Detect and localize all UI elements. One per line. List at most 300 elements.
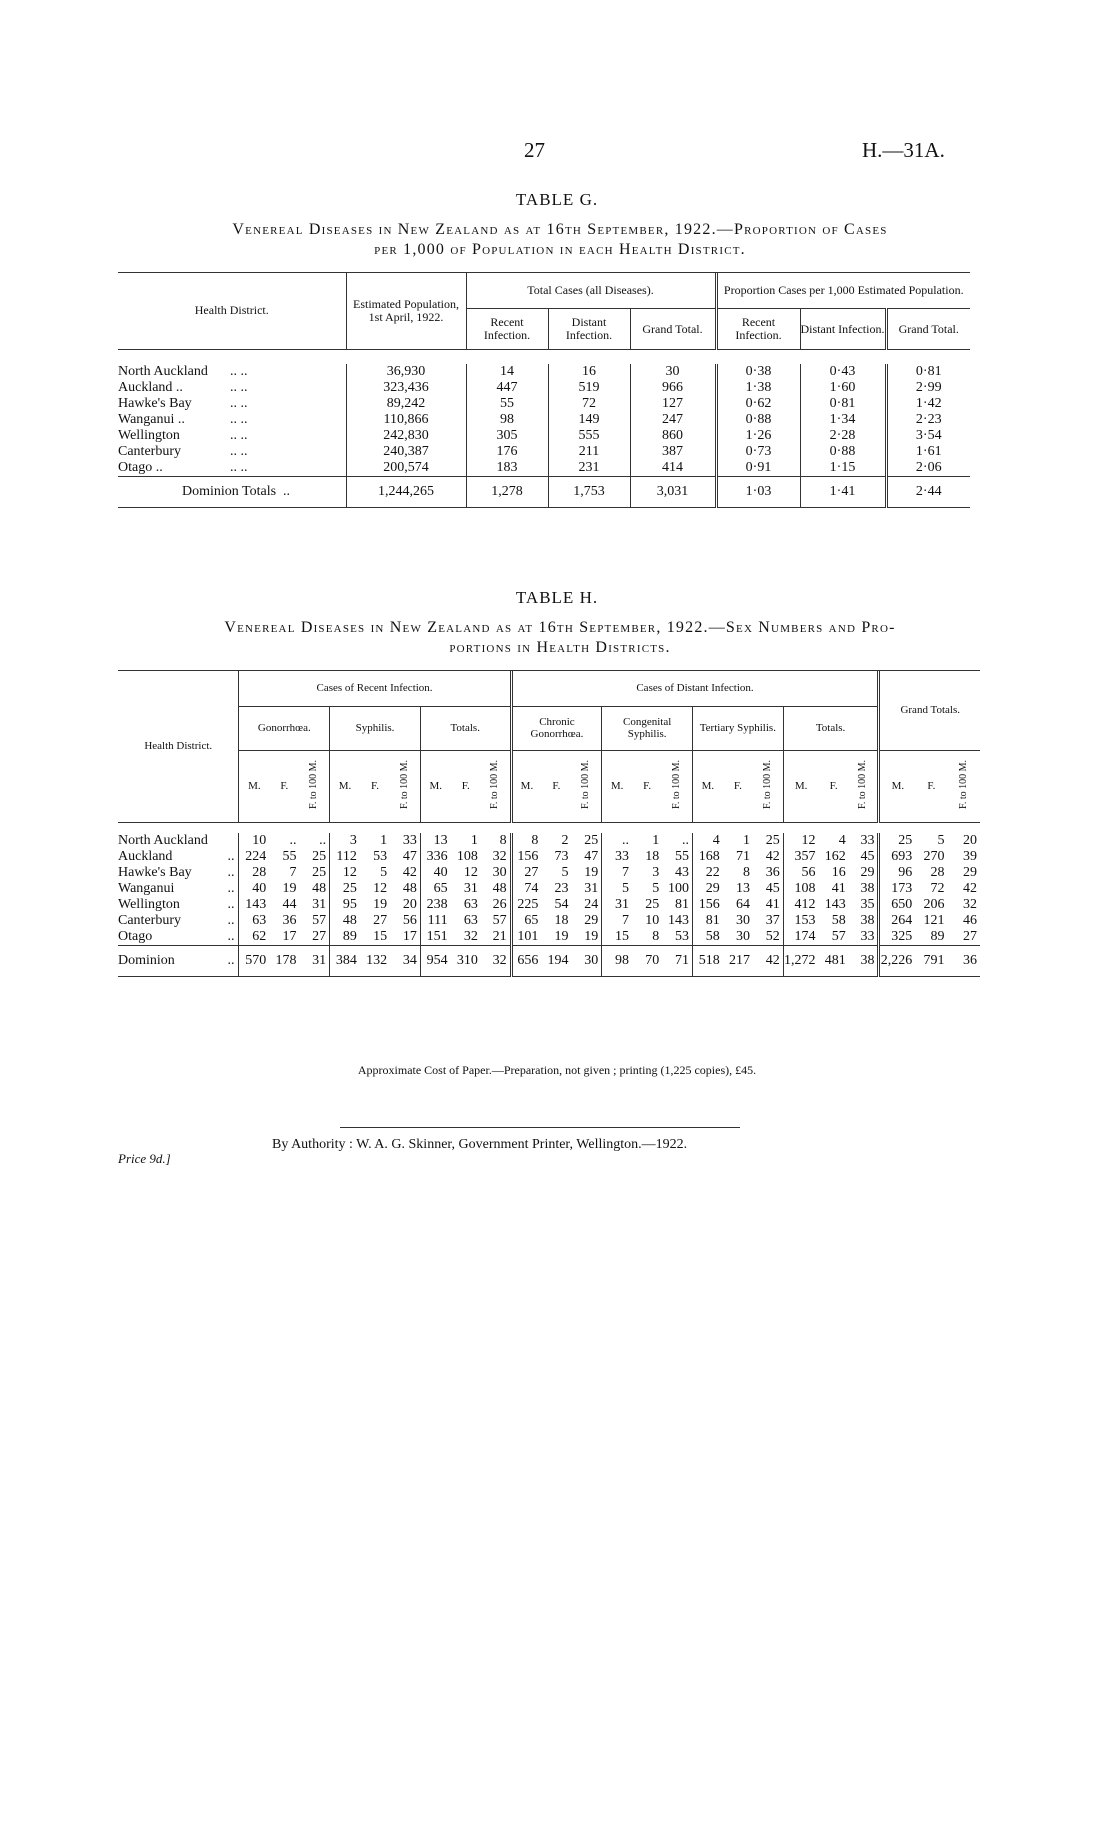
- data-cell: 44: [282, 896, 297, 912]
- data-cell: 42: [765, 848, 780, 864]
- data-cell: ..: [681, 832, 689, 848]
- table-h-row: [118, 881, 980, 897]
- data-cell: 153: [783, 913, 818, 929]
- ratio-header: F. to 100 M.: [671, 760, 683, 809]
- data-cell: 8: [742, 864, 750, 880]
- data-cell: 28: [239, 865, 269, 881]
- data-cell: 62: [239, 929, 269, 946]
- data-cell: 33: [860, 928, 875, 944]
- data-cell: 72: [930, 880, 945, 896]
- table-h-caption: TABLE H.: [515, 588, 599, 607]
- totals-label: Dominion Totals: [182, 484, 277, 499]
- data-cell: 20: [402, 896, 417, 912]
- cell-total: 966: [630, 380, 716, 396]
- data-cell: 38: [860, 952, 875, 968]
- cell-p-distant: 1·60: [800, 380, 886, 396]
- sub-gonorrhoea: Gonorrhœa.: [239, 706, 330, 750]
- cell-p-total: 2·06: [886, 460, 970, 477]
- data-cell: 217: [728, 952, 750, 968]
- district-name: North Auckland: [118, 832, 208, 848]
- data-cell: 57: [492, 912, 507, 928]
- sub-distant-totals: Totals.: [783, 706, 879, 750]
- cell-total: 247: [630, 412, 716, 428]
- cell-p-total: 2·23: [886, 412, 970, 428]
- data-cell: 35: [860, 896, 875, 912]
- data-cell: 31: [312, 952, 327, 968]
- authority-line: By Authority : W. A. G. Skinner, Government Printer, Wellington.—1922.: [272, 1137, 688, 1152]
- total-pop: 1,244,265: [346, 477, 466, 508]
- data-cell: 57: [312, 912, 327, 928]
- data-cell: 30: [492, 864, 507, 880]
- data-cell: 53: [674, 928, 689, 944]
- data-cell: 12: [463, 864, 478, 880]
- data-cell: 4: [692, 833, 722, 849]
- cell-p-total: 1·61: [886, 444, 970, 460]
- data-cell: 178: [275, 952, 297, 968]
- cell-p-recent: 0·62: [716, 396, 800, 412]
- data-cell: 42: [765, 952, 780, 968]
- data-cell: 143: [239, 897, 269, 913]
- data-cell: 3: [330, 833, 360, 849]
- data-cell: 98: [602, 945, 632, 976]
- district-name: Otago ..: [118, 928, 235, 944]
- data-cell: 63: [463, 912, 478, 928]
- data-cell: 143: [824, 896, 846, 912]
- leader-dots: ..: [283, 484, 291, 499]
- data-cell: 25: [584, 832, 599, 848]
- table-g: [118, 272, 970, 509]
- district-name: Wanganui ..: [118, 880, 235, 896]
- data-cell: 64: [735, 896, 750, 912]
- district-name: Dominion ..: [118, 952, 235, 968]
- data-cell: 8: [511, 833, 541, 849]
- data-cell: 63: [239, 913, 269, 929]
- data-cell: 39: [963, 848, 977, 864]
- cell-distant: 519: [548, 380, 630, 396]
- data-cell: 650: [879, 897, 915, 913]
- data-cell: 194: [547, 952, 569, 968]
- data-cell: 5: [652, 880, 660, 896]
- data-cell: 29: [860, 864, 875, 880]
- data-cell: 12: [783, 833, 818, 849]
- table-g-row: [118, 412, 970, 428]
- sub-syphilis: Syphilis.: [330, 706, 421, 750]
- cell-total: 127: [630, 396, 716, 412]
- cell-pop: 240,387: [346, 444, 466, 460]
- data-cell: 1: [380, 832, 388, 848]
- cell-p-recent: 0·73: [716, 444, 800, 460]
- ratio-header: F. to 100 M.: [761, 760, 773, 809]
- table-g-caption: TABLE G.: [515, 190, 599, 209]
- data-cell: 384: [330, 945, 360, 976]
- data-cell: 357: [783, 849, 818, 865]
- cell-p-total: 2·99: [886, 380, 970, 396]
- data-cell: 89: [930, 928, 945, 944]
- data-cell: 36: [765, 864, 780, 880]
- table-h-title-line1: Venereal Diseases in New Zealand as at 16th September, 1922.—Sex Numbers and Pro-: [224, 619, 896, 636]
- cell-p-distant: 2·28: [800, 428, 886, 444]
- table-g-row: [118, 444, 970, 460]
- data-cell: 954: [420, 945, 450, 976]
- data-cell: 96: [879, 865, 915, 881]
- data-cell: 264: [879, 913, 915, 929]
- total-recent: 1,278: [466, 477, 548, 508]
- male-header: M.: [879, 750, 915, 822]
- data-cell: 74: [511, 881, 541, 897]
- data-cell: 19: [554, 928, 569, 944]
- data-cell: 32: [492, 848, 507, 864]
- data-cell: 100: [667, 880, 689, 896]
- data-cell: 30: [584, 952, 599, 968]
- data-cell: 30: [735, 928, 750, 944]
- cell-p-total: 3·54: [886, 428, 970, 444]
- group-recent-infection: Cases of Recent Infection.: [239, 670, 511, 706]
- data-cell: 31: [584, 880, 599, 896]
- data-cell: 71: [735, 848, 750, 864]
- data-cell: 55: [674, 848, 689, 864]
- data-cell: 310: [456, 952, 478, 968]
- ratio-header: F. to 100 M.: [857, 760, 869, 809]
- total-distant: 1,753: [548, 477, 630, 508]
- data-cell: 81: [692, 913, 722, 929]
- data-cell: 225: [511, 897, 541, 913]
- data-cell: 132: [366, 952, 388, 968]
- total-p-distant: 1·41: [800, 477, 886, 508]
- cell-recent: 305: [466, 428, 548, 444]
- table-g-row: [118, 428, 970, 444]
- data-cell: 108: [456, 848, 478, 864]
- data-cell: 5: [380, 864, 388, 880]
- table-h: [118, 670, 980, 977]
- col-prop-distant: Distant Infection.: [800, 309, 886, 350]
- female-header: F.: [829, 780, 838, 792]
- data-cell: 25: [312, 864, 327, 880]
- data-cell: 27: [511, 865, 541, 881]
- data-cell: 8: [499, 832, 507, 848]
- data-cell: 31: [463, 880, 478, 896]
- cell-p-recent: 0·91: [716, 460, 800, 477]
- data-cell: 47: [584, 848, 599, 864]
- data-cell: 325: [879, 929, 915, 946]
- district-name: Hawke's Bay ..: [118, 864, 235, 880]
- data-cell: ..: [602, 833, 632, 849]
- cell-pop: 89,242: [346, 396, 466, 412]
- col-recent: Recent Infection.: [466, 309, 548, 350]
- data-cell: 3: [652, 864, 660, 880]
- data-cell: 29: [963, 864, 977, 880]
- male-header: M.: [330, 750, 360, 822]
- table-h-row: [118, 833, 980, 849]
- data-cell: ..: [319, 832, 327, 848]
- data-cell: 570: [239, 945, 269, 976]
- data-cell: 16: [831, 864, 846, 880]
- data-cell: 693: [879, 849, 915, 865]
- data-cell: 19: [584, 928, 599, 944]
- cell-distant: 149: [548, 412, 630, 428]
- data-cell: 25: [312, 848, 327, 864]
- district-name: Wellington .. ..: [118, 428, 248, 443]
- female-header: F.: [927, 780, 936, 792]
- document-reference: H.—31A.: [862, 138, 945, 162]
- data-cell: 48: [492, 880, 507, 896]
- table-g-row: [118, 380, 970, 396]
- data-cell: 518: [692, 945, 722, 976]
- data-cell: 28: [930, 864, 945, 880]
- data-cell: 791: [923, 952, 945, 968]
- district-name: Canterbury ..: [118, 912, 235, 928]
- cell-total: 414: [630, 460, 716, 477]
- data-cell: 162: [824, 848, 846, 864]
- data-cell: 34: [402, 952, 417, 968]
- data-cell: 48: [312, 880, 327, 896]
- cell-recent: 55: [466, 396, 548, 412]
- table-h-row: [118, 897, 980, 913]
- cell-p-recent: 1·38: [716, 380, 800, 396]
- data-cell: 27: [312, 928, 327, 944]
- data-cell: 41: [765, 896, 780, 912]
- data-cell: 19: [373, 896, 388, 912]
- col-grand-total: Grand Total.: [630, 309, 716, 350]
- cell-p-distant: 0·81: [800, 396, 886, 412]
- female-header: F.: [643, 780, 652, 792]
- data-cell: 24: [584, 896, 599, 912]
- data-cell: 58: [831, 912, 846, 928]
- cell-p-total: 0·81: [886, 364, 970, 380]
- data-cell: 151: [420, 929, 450, 946]
- data-cell: 20: [963, 832, 977, 848]
- female-header: F.: [733, 780, 742, 792]
- cell-p-distant: 1·34: [800, 412, 886, 428]
- data-cell: 224: [239, 849, 269, 865]
- data-cell: 36: [282, 912, 297, 928]
- ratio-header: F. to 100 M.: [489, 760, 501, 809]
- data-cell: 18: [554, 912, 569, 928]
- cell-distant: 231: [548, 460, 630, 477]
- data-cell: 1: [470, 832, 478, 848]
- cell-p-total: 1·42: [886, 396, 970, 412]
- male-header: M.: [511, 750, 541, 822]
- data-cell: 58: [692, 929, 722, 946]
- data-cell: 17: [282, 928, 297, 944]
- data-cell: 73: [554, 848, 569, 864]
- male-header: M.: [602, 750, 632, 822]
- data-cell: 32: [963, 896, 977, 912]
- female-header: F.: [280, 780, 289, 792]
- district-name: North Auckland .. ..: [118, 364, 248, 379]
- ratio-header: F. to 100 M.: [308, 760, 320, 809]
- data-cell: 27: [373, 912, 388, 928]
- data-cell: 7: [289, 864, 297, 880]
- data-cell: 40: [420, 865, 450, 881]
- district-name: Wanganui .. .. ..: [118, 412, 248, 427]
- data-cell: 31: [312, 896, 327, 912]
- female-header: F.: [552, 780, 561, 792]
- col-distant: Distant Infection.: [548, 309, 630, 350]
- data-cell: 33: [402, 832, 417, 848]
- group-total-cases: Total Cases (all Diseases).: [466, 272, 716, 309]
- cell-p-recent: 1·26: [716, 428, 800, 444]
- female-header: F.: [461, 780, 470, 792]
- cell-recent: 98: [466, 412, 548, 428]
- sub-chronic-gonorrhoea: Chronic Gonorrhœa.: [511, 706, 602, 750]
- data-cell: 5: [937, 832, 945, 848]
- data-cell: 270: [923, 848, 945, 864]
- cell-recent: 14: [466, 364, 548, 380]
- data-cell: 156: [511, 849, 541, 865]
- cell-distant: 555: [548, 428, 630, 444]
- data-cell: 70: [645, 952, 660, 968]
- col-health-district: Health District.: [194, 303, 269, 317]
- sub-tertiary-syphilis: Tertiary Syphilis.: [692, 706, 783, 750]
- table-h-row: [118, 865, 980, 881]
- data-cell: 89: [330, 929, 360, 946]
- data-cell: 7: [602, 865, 632, 881]
- ratio-header: F. to 100 M.: [580, 760, 592, 809]
- data-cell: 71: [674, 952, 689, 968]
- data-cell: 206: [923, 896, 945, 912]
- cell-p-recent: 0·38: [716, 364, 800, 380]
- total-total: 3,031: [630, 477, 716, 508]
- data-cell: 56: [402, 912, 417, 928]
- data-cell: 12: [330, 865, 360, 881]
- data-cell: 38: [860, 912, 875, 928]
- data-cell: 48: [402, 880, 417, 896]
- data-cell: 53: [373, 848, 388, 864]
- data-cell: 2: [561, 832, 569, 848]
- district-name: Canterbury .. ..: [118, 444, 248, 459]
- data-cell: 36: [963, 952, 977, 968]
- ratio-header: F. to 100 M.: [399, 760, 410, 809]
- data-cell: 156: [692, 897, 722, 913]
- data-cell: 52: [765, 928, 780, 944]
- data-cell: 65: [511, 913, 541, 929]
- data-cell: 25: [330, 881, 360, 897]
- cell-recent: 447: [466, 380, 548, 396]
- data-cell: 1: [742, 832, 750, 848]
- group-distant-infection: Cases of Distant Infection.: [511, 670, 879, 706]
- data-cell: 4: [838, 832, 846, 848]
- data-cell: 33: [602, 849, 632, 865]
- data-cell: 17: [402, 928, 417, 944]
- data-cell: 15: [602, 929, 632, 946]
- data-cell: 43: [674, 864, 689, 880]
- male-header: M.: [420, 750, 450, 822]
- data-cell: 57: [831, 928, 846, 944]
- cell-recent: 183: [466, 460, 548, 477]
- data-cell: 48: [330, 913, 360, 929]
- table-g-totals-row: [118, 477, 970, 508]
- female-header: F.: [371, 780, 380, 792]
- cell-p-recent: 0·88: [716, 412, 800, 428]
- table-h-title-line2: portions in Health Districts.: [449, 639, 671, 656]
- data-cell: 41: [831, 880, 846, 896]
- male-header: M.: [239, 750, 269, 822]
- table-g-row: [118, 396, 970, 412]
- data-cell: 29: [692, 881, 722, 897]
- cost-note: Approximate Cost of Paper.—Preparation, not given ; printing (1,225 copies), £45.: [357, 1063, 757, 1077]
- cell-pop: 110,866: [346, 412, 466, 428]
- cell-pop: 242,830: [346, 428, 466, 444]
- data-cell: 42: [963, 880, 977, 896]
- data-cell: 25: [645, 896, 660, 912]
- data-cell: 108: [783, 881, 818, 897]
- data-cell: 45: [765, 880, 780, 896]
- data-cell: 12: [373, 880, 388, 896]
- total-p-recent: 1·03: [716, 477, 800, 508]
- col-prop-recent: Recent Infection.: [716, 309, 800, 350]
- cell-total: 30: [630, 364, 716, 380]
- data-cell: 10: [239, 833, 269, 849]
- male-header: M.: [692, 750, 722, 822]
- data-cell: 25: [879, 833, 915, 849]
- cell-total: 860: [630, 428, 716, 444]
- data-cell: 13: [735, 880, 750, 896]
- data-cell: 30: [735, 912, 750, 928]
- data-cell: 32: [463, 928, 478, 944]
- data-cell: ..: [289, 832, 297, 848]
- data-cell: 42: [402, 864, 417, 880]
- table-h-row: [118, 913, 980, 929]
- data-cell: 101: [511, 929, 541, 946]
- cell-pop: 200,574: [346, 460, 466, 477]
- data-cell: 111: [420, 913, 450, 929]
- data-cell: 481: [824, 952, 846, 968]
- data-cell: 23: [554, 880, 569, 896]
- data-cell: 656: [511, 945, 541, 976]
- data-cell: 5: [602, 881, 632, 897]
- data-cell: 47: [402, 848, 417, 864]
- price: Price 9d.]: [118, 1151, 171, 1166]
- sub-congenital-syphilis: Congenital Syphilis.: [602, 706, 693, 750]
- total-p-total: 2·44: [886, 477, 970, 508]
- data-cell: 121: [923, 912, 945, 928]
- data-cell: 95: [330, 897, 360, 913]
- data-cell: 13: [420, 833, 450, 849]
- data-cell: 33: [860, 832, 875, 848]
- data-cell: 45: [860, 848, 875, 864]
- district-name: Otago .. .. ..: [118, 460, 248, 475]
- sub-recent-totals: Totals.: [420, 706, 511, 750]
- data-cell: 29: [584, 912, 599, 928]
- data-cell: 55: [282, 848, 297, 864]
- data-cell: 81: [674, 896, 689, 912]
- ratio-header: F. to 100 M.: [957, 760, 969, 809]
- cell-p-distant: 0·88: [800, 444, 886, 460]
- data-cell: 46: [963, 912, 977, 928]
- cell-recent: 176: [466, 444, 548, 460]
- col-prop-grand: Grand Total.: [886, 309, 970, 350]
- data-cell: 54: [554, 896, 569, 912]
- data-cell: 31: [602, 897, 632, 913]
- data-cell: 19: [584, 864, 599, 880]
- data-cell: 37: [765, 912, 780, 928]
- data-cell: 40: [239, 881, 269, 897]
- district-name: Wellington ..: [118, 896, 235, 912]
- group-proportion: Proportion Cases per 1,000 Estimated Population.: [716, 272, 970, 309]
- data-cell: 32: [492, 952, 507, 968]
- data-cell: 21: [492, 928, 507, 944]
- table-g-row: [118, 364, 970, 380]
- data-cell: 168: [692, 849, 722, 865]
- data-cell: 22: [692, 865, 722, 881]
- cell-distant: 72: [548, 396, 630, 412]
- data-cell: 2,226: [879, 945, 915, 976]
- data-cell: 25: [765, 832, 780, 848]
- h-col-health-district: Health District.: [144, 739, 213, 752]
- district-name: Auckland .. .. ..: [118, 380, 248, 395]
- data-cell: 27: [963, 928, 977, 944]
- cell-pop: 36,930: [346, 364, 466, 380]
